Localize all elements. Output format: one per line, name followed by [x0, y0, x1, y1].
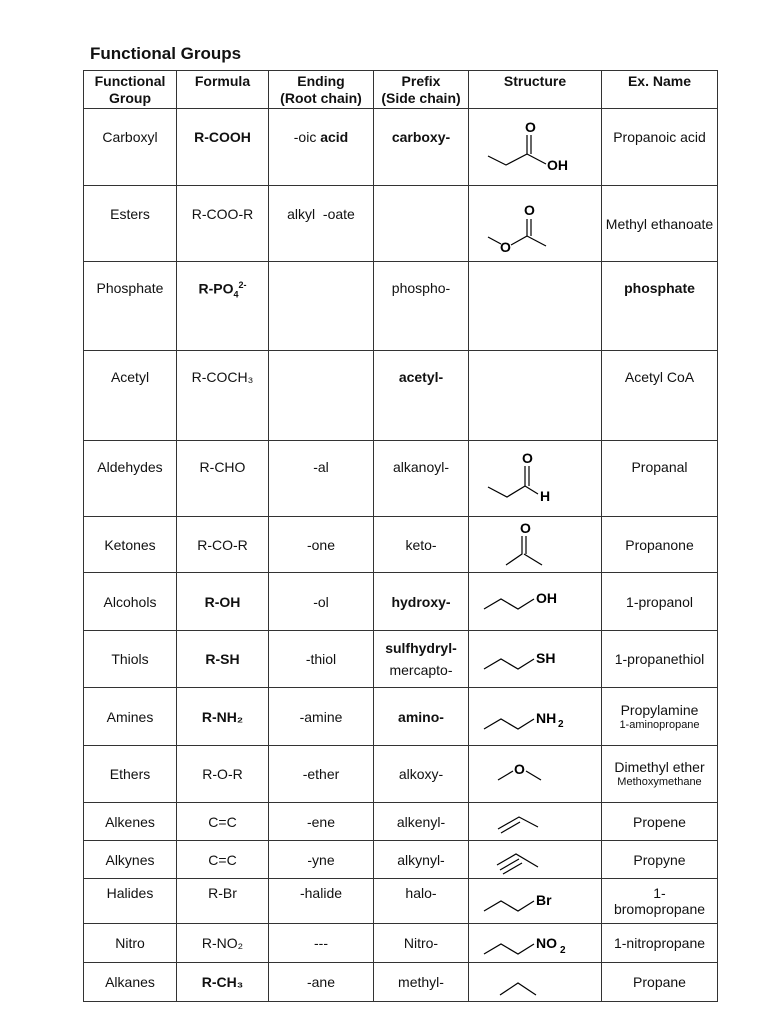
table-row: [84, 351, 718, 441]
ending-cell: -halide: [269, 879, 374, 924]
structure-cell: [469, 573, 602, 631]
group-cell: Carboxyl: [84, 109, 177, 186]
formula-cell: R-NH₂: [177, 688, 269, 746]
group-cell: Thiols: [84, 631, 177, 688]
ending-cell: alkyl -oate: [269, 186, 374, 262]
example-cell: 1-propanol: [602, 573, 718, 631]
prefix-cell: acetyl-: [374, 351, 469, 441]
prefix-cell: sulfhydryl- mercapto-: [374, 631, 469, 688]
svg-text:O: O: [514, 761, 525, 777]
svg-text:NH: NH: [536, 709, 557, 726]
structure-cell: [469, 109, 602, 186]
example-cell: Propane: [602, 963, 718, 1002]
group-cell: Alkenes: [84, 803, 177, 841]
ending-cell: -amine: [269, 688, 374, 746]
structure-cell: [469, 186, 602, 262]
table-row: [84, 441, 718, 517]
propanoic-acid-structure: [480, 117, 590, 177]
ending-cell: -ol: [269, 573, 374, 631]
ending-cell: -one: [269, 517, 374, 573]
group-cell: Aldehydes: [84, 441, 177, 517]
formula-cell: C=C: [177, 841, 269, 879]
ending-cell: -ene: [269, 803, 374, 841]
propanal-structure: [480, 449, 590, 509]
ending-cell: -oic acid: [269, 109, 374, 186]
group-cell: Alkynes: [84, 841, 177, 879]
header-formula: Formula: [177, 71, 269, 109]
propylamine-structure: [480, 697, 590, 737]
svg-text:NO: NO: [536, 935, 557, 951]
svg-text:O: O: [525, 119, 536, 135]
ending-cell: ---: [269, 924, 374, 963]
prefix-cell: amino-: [374, 688, 469, 746]
example-cell: phosphate: [602, 262, 718, 351]
table-row: [84, 963, 718, 1002]
structure-cell: [469, 351, 602, 441]
formula-cell: R-COCH₃: [177, 351, 269, 441]
nitropropane-structure: [480, 926, 590, 960]
structure-cell: [469, 441, 602, 517]
formula-cell: R-NO₂: [177, 924, 269, 963]
group-cell: Amines: [84, 688, 177, 746]
prefix-cell: carboxy-: [374, 109, 469, 186]
structure-cell: [469, 517, 602, 573]
example-cell: 1- bromopropane: [602, 879, 718, 924]
prefix-cell: Nitro-: [374, 924, 469, 963]
propene-structure: [480, 807, 590, 837]
example-cell: Dimethyl ether Methoxymethane: [602, 746, 718, 803]
prefix-cell: alkenyl-: [374, 803, 469, 841]
structure-cell: [469, 631, 602, 688]
prefix-cell: keto-: [374, 517, 469, 573]
bromopropane-structure: [480, 881, 590, 921]
ending-cell: -thiol: [269, 631, 374, 688]
group-cell: Phosphate: [84, 262, 177, 351]
table-row: [84, 262, 718, 351]
example-cell: Propanal: [602, 441, 718, 517]
group-cell: Alkanes: [84, 963, 177, 1002]
propane-structure: [480, 965, 590, 999]
propanol-structure: [480, 582, 590, 622]
example-cell: Propanone: [602, 517, 718, 573]
table-row: [84, 924, 718, 963]
svg-text:OH: OH: [536, 589, 557, 606]
methyl-ethanoate-structure: [480, 194, 590, 254]
prefix-cell: [374, 186, 469, 262]
table-row: [84, 688, 718, 746]
prefix-cell: methyl-: [374, 963, 469, 1002]
table-row: [84, 631, 718, 688]
example-cell: 1-propanethiol: [602, 631, 718, 688]
prefix-cell: alkanoyl-: [374, 441, 469, 517]
example-cell: Methyl ethanoate: [602, 186, 718, 262]
table-row: [84, 879, 718, 924]
formula-cell: R-CH₃: [177, 963, 269, 1002]
page-title: Functional Groups: [90, 44, 242, 63]
dimethyl-ether-structure: [480, 754, 590, 794]
structure-cell: [469, 746, 602, 803]
example-cell: Propyne: [602, 841, 718, 879]
structure-cell: [469, 879, 602, 924]
structure-cell: [469, 803, 602, 841]
svg-text:H: H: [540, 487, 551, 504]
prefix-cell: hydroxy-: [374, 573, 469, 631]
example-cell: Propylamine 1-aminopropane: [602, 688, 718, 746]
svg-text:O: O: [520, 519, 531, 536]
table-row: [84, 841, 718, 879]
group-cell: Ethers: [84, 746, 177, 803]
functional-groups-table: [83, 70, 718, 1002]
formula-cell: R-SH: [177, 631, 269, 688]
formula-cell: R-O-R: [177, 746, 269, 803]
prefix-cell: alkoxy-: [374, 746, 469, 803]
table-row: [84, 746, 718, 803]
example-cell: Acetyl CoA: [602, 351, 718, 441]
header-functional-group: Functional Group: [84, 71, 177, 109]
propyne-structure: [480, 845, 590, 875]
header-structure: Structure: [469, 71, 602, 109]
formula-cell: R-OH: [177, 573, 269, 631]
ending-cell: -yne: [269, 841, 374, 879]
structure-cell: [469, 688, 602, 746]
formula-cell: $R-PO_4^{2-}$: [177, 262, 269, 351]
header-row: [84, 71, 718, 109]
header-prefix: Prefix (Side chain): [374, 71, 469, 109]
formula-cell: R-Br: [177, 879, 269, 924]
table-row: [84, 573, 718, 631]
structure-cell: [469, 262, 602, 351]
example-cell: Propene: [602, 803, 718, 841]
group-cell: Acetyl: [84, 351, 177, 441]
prefix-cell: alkynyl-: [374, 841, 469, 879]
group-cell: Alcohols: [84, 573, 177, 631]
ending-cell: -al: [269, 441, 374, 517]
formula-cell: C=C: [177, 803, 269, 841]
group-cell: Nitro: [84, 924, 177, 963]
svg-text:SH: SH: [536, 650, 556, 666]
header-ending: Ending (Root chain): [269, 71, 374, 109]
svg-text:2: 2: [560, 945, 566, 956]
table-row: [84, 517, 718, 573]
ending-cell: [269, 262, 374, 351]
svg-text:O: O: [500, 238, 511, 255]
formula-cell: R-COO-R: [177, 186, 269, 262]
svg-text:OH: OH: [547, 157, 568, 173]
ending-cell: -ether: [269, 746, 374, 803]
svg-text:Br: Br: [536, 892, 552, 908]
prefix-cell: halo-: [374, 879, 469, 924]
table-row: [84, 186, 718, 262]
formula-cell: R-CO-R: [177, 517, 269, 573]
propanone-structure: [480, 519, 590, 571]
group-cell: Esters: [84, 186, 177, 262]
table-row: [84, 109, 718, 186]
table-row: [84, 803, 718, 841]
formula-cell: R-CHO: [177, 441, 269, 517]
header-example-name: Ex. Name: [602, 71, 718, 109]
svg-text:O: O: [524, 201, 535, 218]
structure-cell: [469, 924, 602, 963]
structure-cell: [469, 841, 602, 879]
prefix-cell: phospho-: [374, 262, 469, 351]
formula-cell: R-COOH: [177, 109, 269, 186]
structure-cell: [469, 963, 602, 1002]
group-cell: Halides: [84, 879, 177, 924]
group-cell: Ketones: [84, 517, 177, 573]
ending-cell: [269, 351, 374, 441]
example-cell: Propanoic acid: [602, 109, 718, 186]
ending-cell: -ane: [269, 963, 374, 1002]
propanethiol-structure: [480, 639, 590, 679]
svg-text:2: 2: [558, 718, 564, 730]
svg-text:O: O: [522, 449, 533, 466]
example-cell: 1-nitropropane: [602, 924, 718, 963]
